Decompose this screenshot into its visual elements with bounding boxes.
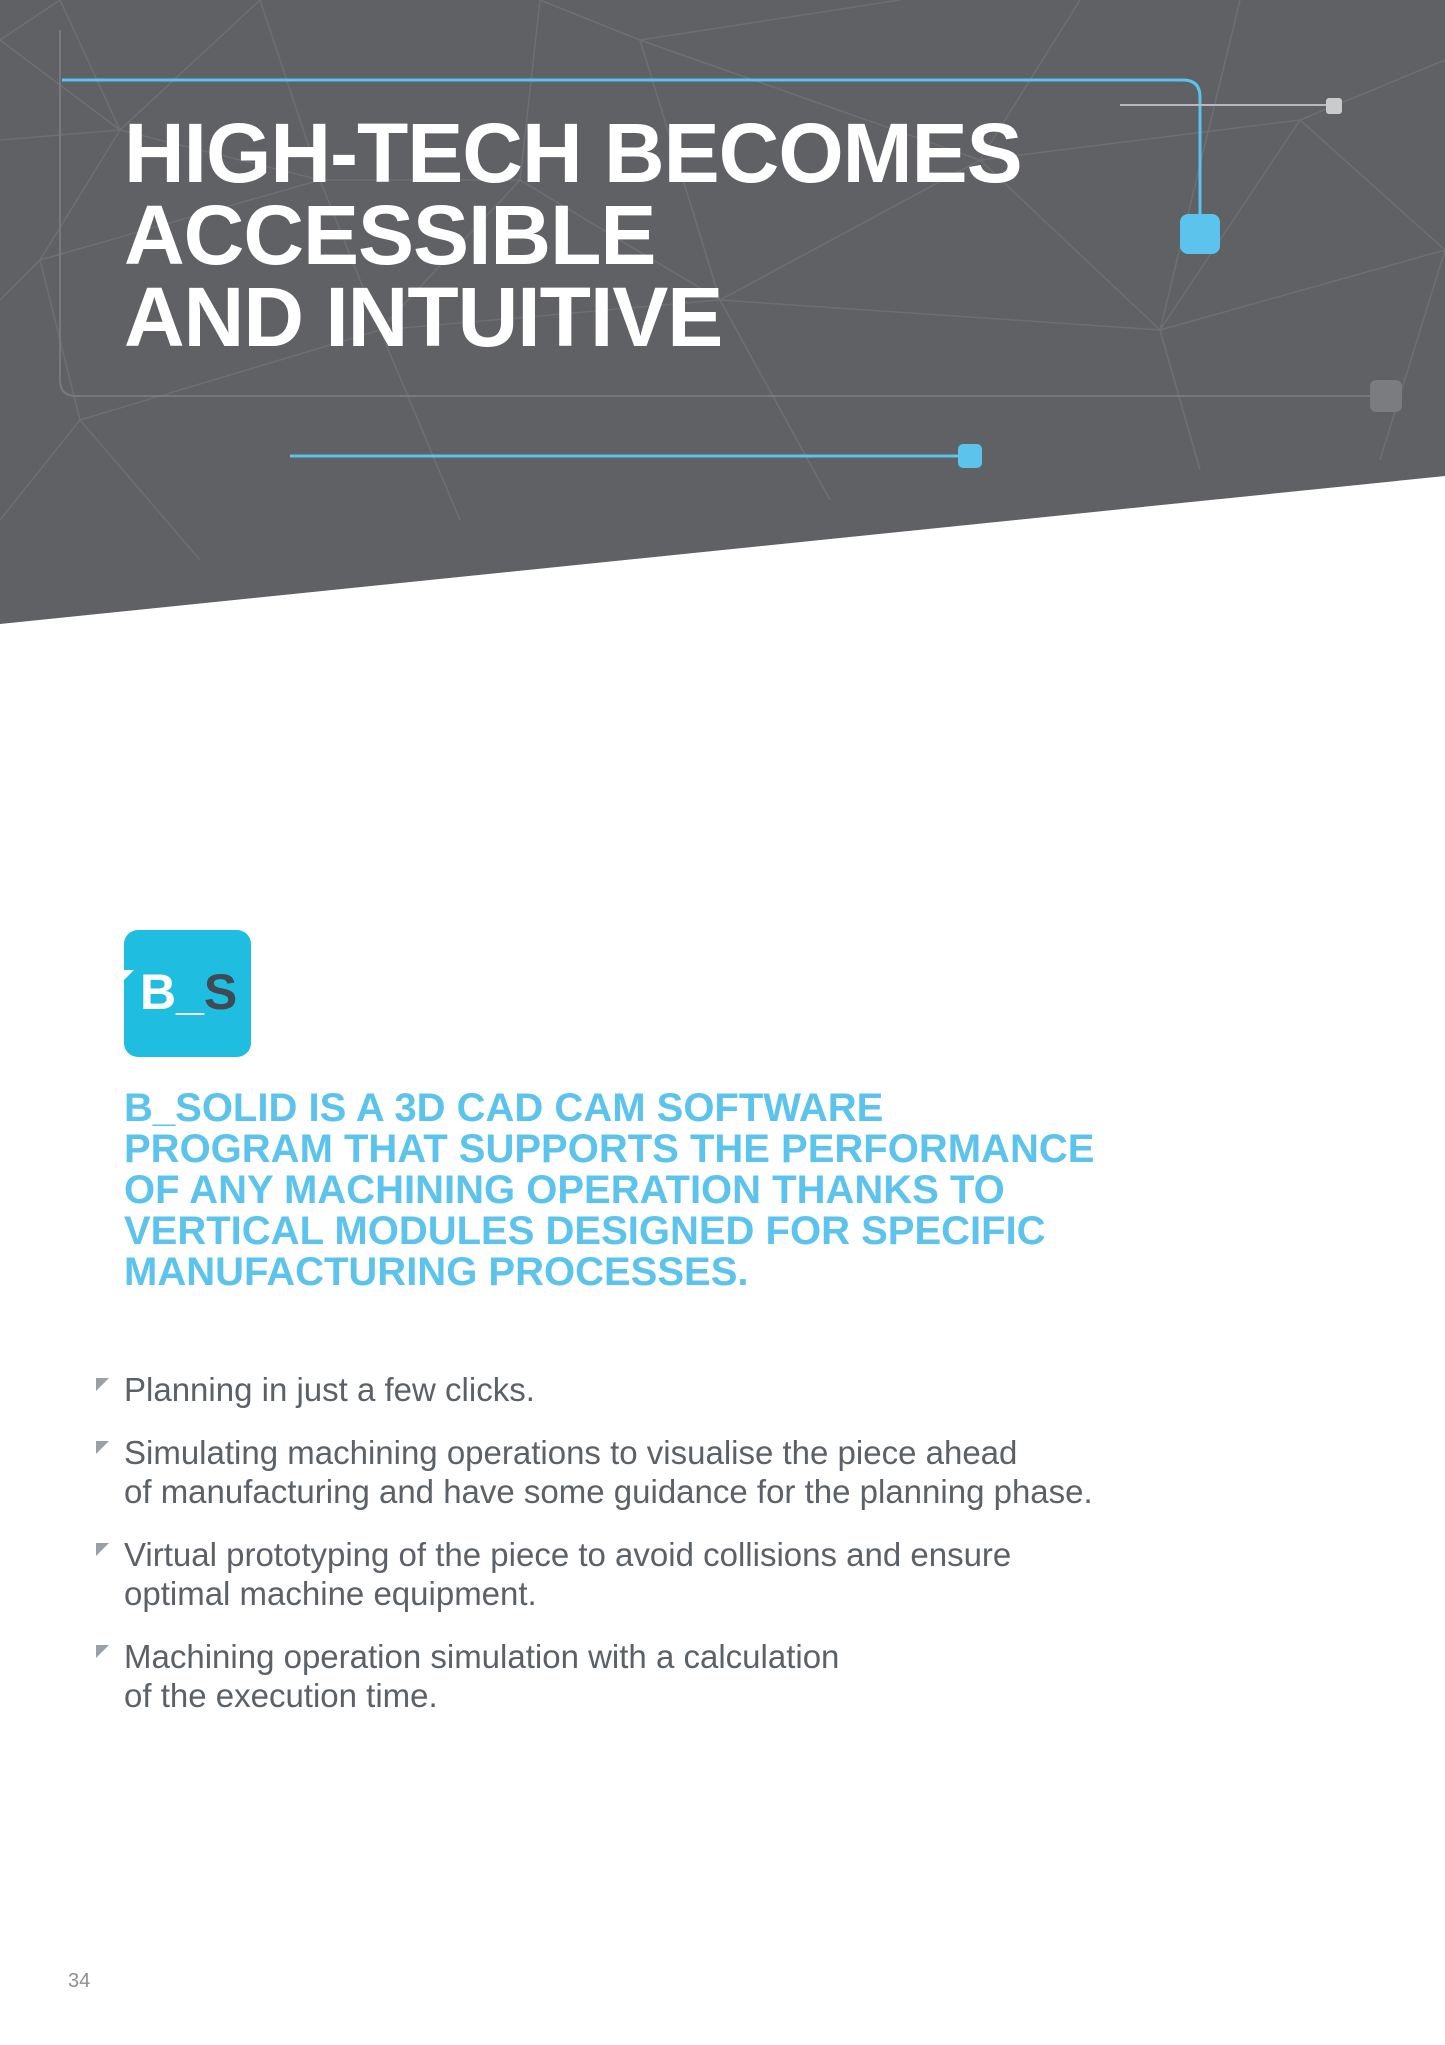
logo-text <box>140 964 237 1020</box>
headline-line: HIGH-TECH BECOMES <box>124 106 1022 200</box>
page-number: 34 <box>68 1970 91 1992</box>
logo-underscore: _ <box>176 964 204 1020</box>
list-item <box>124 1433 1093 1511</box>
list-item-text: Virtual prototyping of the piece to avoid collisions and ensure <box>124 1536 1012 1573</box>
list-item-text: of manufacturing and have some guidance for the planning phase. <box>124 1473 1093 1510</box>
headline-line: ACCESSIBLE <box>124 188 656 282</box>
list-item <box>124 1535 1093 1613</box>
triangle-bullet-icon <box>96 1543 109 1556</box>
list-item-text: optimal machine equipment. <box>124 1575 537 1612</box>
list-item-text: Simulating machining operations to visualise the piece ahead <box>124 1434 1018 1471</box>
intro-line: PROGRAM THAT SUPPORTS THE PERFORMANCE <box>124 1127 1095 1171</box>
list-item-text: Planning in just a few clicks. <box>124 1371 535 1408</box>
list-item <box>124 1637 1093 1715</box>
logo-letter-b: B <box>140 964 177 1020</box>
intro-line: VERTICAL MODULES DESIGNED FOR SPECIFIC <box>124 1209 1046 1253</box>
intro-line: OF ANY MACHINING OPERATION THANKS TO <box>124 1168 1005 1212</box>
intro-line: B_SOLID IS A 3D CAD CAM SOFTWARE <box>124 1086 884 1130</box>
triangle-bullet-icon <box>96 1441 109 1454</box>
triangle-bullet-icon <box>96 1378 109 1391</box>
intro-statement <box>124 1088 1094 1293</box>
intro-line: MANUFACTURING PROCESSES. <box>124 1250 749 1294</box>
list-item <box>124 1370 1093 1409</box>
page-headline <box>124 106 1022 364</box>
feature-list <box>124 1370 1093 1739</box>
logo-letter-s: S <box>203 964 238 1020</box>
list-item-text: of the execution time. <box>124 1677 438 1714</box>
headline-line: AND INTUITIVE <box>124 270 723 364</box>
bsolid-logo <box>124 930 251 1057</box>
logo-notch <box>124 970 134 980</box>
triangle-bullet-icon <box>96 1645 109 1658</box>
list-item-text: Machining operation simulation with a calculation <box>124 1638 840 1675</box>
